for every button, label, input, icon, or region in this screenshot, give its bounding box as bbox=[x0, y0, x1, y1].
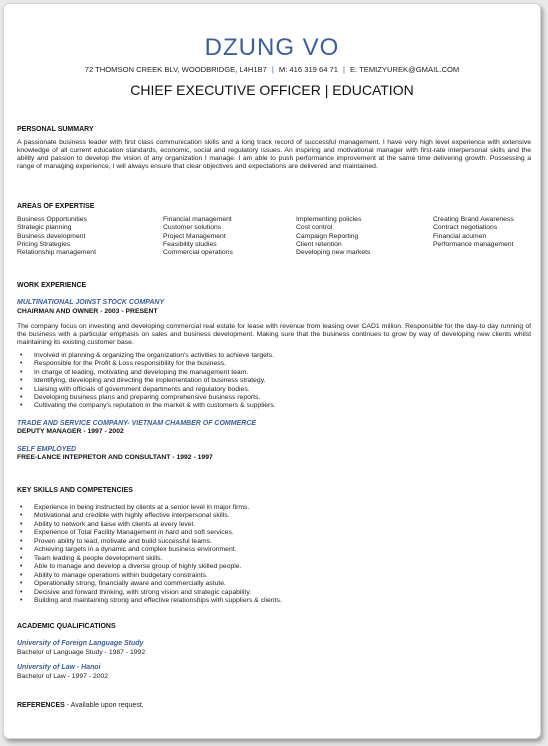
list-item: • Developing business plans and preparing comprehensive business reports. bbox=[17, 394, 531, 402]
job-entry bbox=[17, 299, 531, 411]
expertise-item: Customer solutions bbox=[163, 224, 222, 232]
section-heading: PERSONAL SUMMARY bbox=[17, 126, 94, 133]
key-skills-section bbox=[17, 487, 531, 605]
skills-bullets bbox=[17, 504, 531, 605]
job-entry bbox=[17, 446, 531, 463]
list-item: • Proven ability to lead, motivate and build successful teams. bbox=[17, 538, 531, 546]
expertise-item: Relationship management bbox=[17, 249, 96, 257]
expertise-section bbox=[17, 203, 531, 257]
education-entry bbox=[17, 640, 531, 657]
list-item: • Ability to network and liaise with clients at every level. bbox=[17, 521, 531, 529]
list-item: • Identifying, developing and directing the implementation of business strategy. bbox=[17, 377, 531, 385]
job-role: CHAIRMAN AND OWNER - 2003 - PRESENT bbox=[17, 307, 158, 315]
list-item: • Experience of Total Facility Management in hard and soft services. bbox=[17, 529, 531, 537]
company-name: SELF EMPLOYED bbox=[17, 445, 77, 453]
expertise-item: Performance management bbox=[433, 240, 514, 248]
academic-section bbox=[17, 623, 531, 681]
expertise-column bbox=[17, 216, 163, 257]
list-item: • Ability to manage operations within budgetary constraints. bbox=[17, 572, 531, 580]
expertise-item: Pricing Strategies bbox=[17, 240, 71, 248]
list-item: • Decisive and forward thinking, with strong vision and strategic capability. bbox=[17, 589, 531, 597]
separator: | bbox=[271, 65, 274, 74]
list-item: • Experience in being instructed by clients at a senior level in major firms. bbox=[17, 504, 531, 512]
list-item: • Able to manage and develop a diverse group of highly skilled people. bbox=[17, 563, 531, 571]
expertise-item: Feasibility studies bbox=[163, 240, 217, 248]
job-description: The company focus on investing and developing commercial real estate for lease with revenue from leasing over CAD1 million. Responsible for the day-to day running of the business with a particular emphasis on sales and business development. Making sure that the business continues to grow by way of developing new clients whilst maintaining its existing customer base. bbox=[17, 323, 531, 346]
job-role: FREE-LANCE INTEPRETOR AND CONSULTANT - 1992 - 1997 bbox=[17, 454, 213, 462]
list-item: • Motivational and credible with highly effective interpersonal skills. bbox=[17, 512, 531, 520]
degree: Bachelor of Law - 1997 - 2002 bbox=[17, 672, 109, 680]
degree: Bachelor of Language Study - 1987 - 1992 bbox=[17, 648, 146, 656]
references-label: REFERENCES bbox=[17, 702, 65, 709]
school-name: University of Foreign Language Study bbox=[17, 640, 144, 647]
list-item: • Liaising with officials of government departments and regulatory bodies. bbox=[17, 386, 531, 394]
expertise-item: Creating Brand Awareness bbox=[433, 216, 514, 223]
job-bullets bbox=[17, 352, 531, 411]
expertise-item: Strategic planning bbox=[17, 224, 72, 232]
expertise-item: Client retention bbox=[296, 240, 342, 248]
work-experience-section bbox=[17, 282, 531, 463]
email: E: TEMIZYUREK@GMAIL.COM bbox=[349, 65, 460, 74]
expertise-item: Project Management bbox=[163, 232, 226, 240]
job-role: DEPUTY MANAGER - 1997 - 2002 bbox=[17, 428, 124, 436]
job-entry bbox=[17, 420, 531, 437]
expertise-item: Business development bbox=[17, 232, 86, 240]
expertise-item: Financial acumen bbox=[433, 232, 487, 240]
section-heading: KEY SKILLS AND COMPETENCIES bbox=[17, 487, 133, 494]
list-item: • Responsible for the Profit & Loss responsibility for the business. bbox=[17, 360, 531, 368]
expertise-column bbox=[433, 216, 531, 257]
school-name: University of Law - Hanoi bbox=[17, 664, 101, 671]
personal-summary-section bbox=[17, 126, 531, 171]
expertise-item: Campaign Reporting bbox=[296, 232, 359, 240]
list-item: • Operationally strong, financially aware and commercially astute. bbox=[17, 580, 531, 588]
separator: | bbox=[343, 65, 345, 74]
expertise-item: Implementing policies bbox=[296, 216, 362, 223]
expertise-item: Developing new markets bbox=[296, 249, 371, 257]
expertise-column bbox=[296, 216, 433, 257]
list-item: • Achieving targets in a dynamic and complex business environment. bbox=[17, 546, 531, 554]
list-item: • Cultivating the company's reputation in the market & with customers & suppliers. bbox=[17, 402, 531, 410]
expertise-grid bbox=[17, 216, 531, 257]
mobile: M: 416 319 64 71 bbox=[278, 65, 338, 74]
summary-text: A passionate business leader with first class communication skills and a long track record of successful management. I have very high level experience with extensive knowledge of all current education standards, economic, social and regulatory issues. An inspiring and motivational manager with first-rate interpersonal skills and the ability and passion to develop the vision of any organization I manage. I am able to push performance improvement at the same time delivering growth. Possessing a range of managing experience, I will always ensure that clear objectives and expectations are delivered and maintained. bbox=[17, 139, 531, 170]
contact-line bbox=[4, 65, 540, 74]
expertise-item: Business Opportunities bbox=[17, 216, 87, 223]
references-line bbox=[17, 702, 531, 709]
company-name: TRADE AND SERVICE COMPANY- VIETNAM CHAMBER OF COMMERCE bbox=[17, 419, 257, 427]
address: 72 THOMSON CREEK BLV, WOODBRIDGE, L4H1B7 bbox=[84, 65, 267, 74]
expertise-item: Contract negotiations bbox=[433, 224, 498, 232]
list-item: • Team leading & people development skills. bbox=[17, 555, 531, 563]
section-heading: ACADEMIC QUALIFICATIONS bbox=[17, 623, 116, 630]
references-text: - Available upon request. bbox=[64, 702, 144, 709]
expertise-column bbox=[163, 216, 296, 257]
candidate-name: DZUNG VO bbox=[204, 34, 340, 61]
job-title: CHIEF EXECUTIVE OFFICER | EDUCATION bbox=[130, 82, 414, 98]
expertise-item: Cost control bbox=[296, 224, 333, 232]
resume-page bbox=[3, 3, 541, 739]
education-entry bbox=[17, 664, 531, 681]
company-name: MULTINATIONAL JOINST STOCK COMPANY bbox=[17, 299, 165, 306]
list-item: • Building and maintaining strong and effective relationships with suppliers & clients. bbox=[17, 597, 531, 605]
section-heading: AREAS OF EXPERTISE bbox=[17, 203, 95, 210]
section-heading: WORK EXPERIENCE bbox=[17, 282, 87, 289]
expertise-item: Financial management bbox=[163, 216, 232, 223]
list-item: • In charge of leading, motivating and developing the management team. bbox=[17, 369, 531, 377]
expertise-item: Commercial operations bbox=[163, 249, 233, 257]
list-item: • Involved in planning & organizing the organization's activities to achieve targets. bbox=[17, 352, 531, 360]
